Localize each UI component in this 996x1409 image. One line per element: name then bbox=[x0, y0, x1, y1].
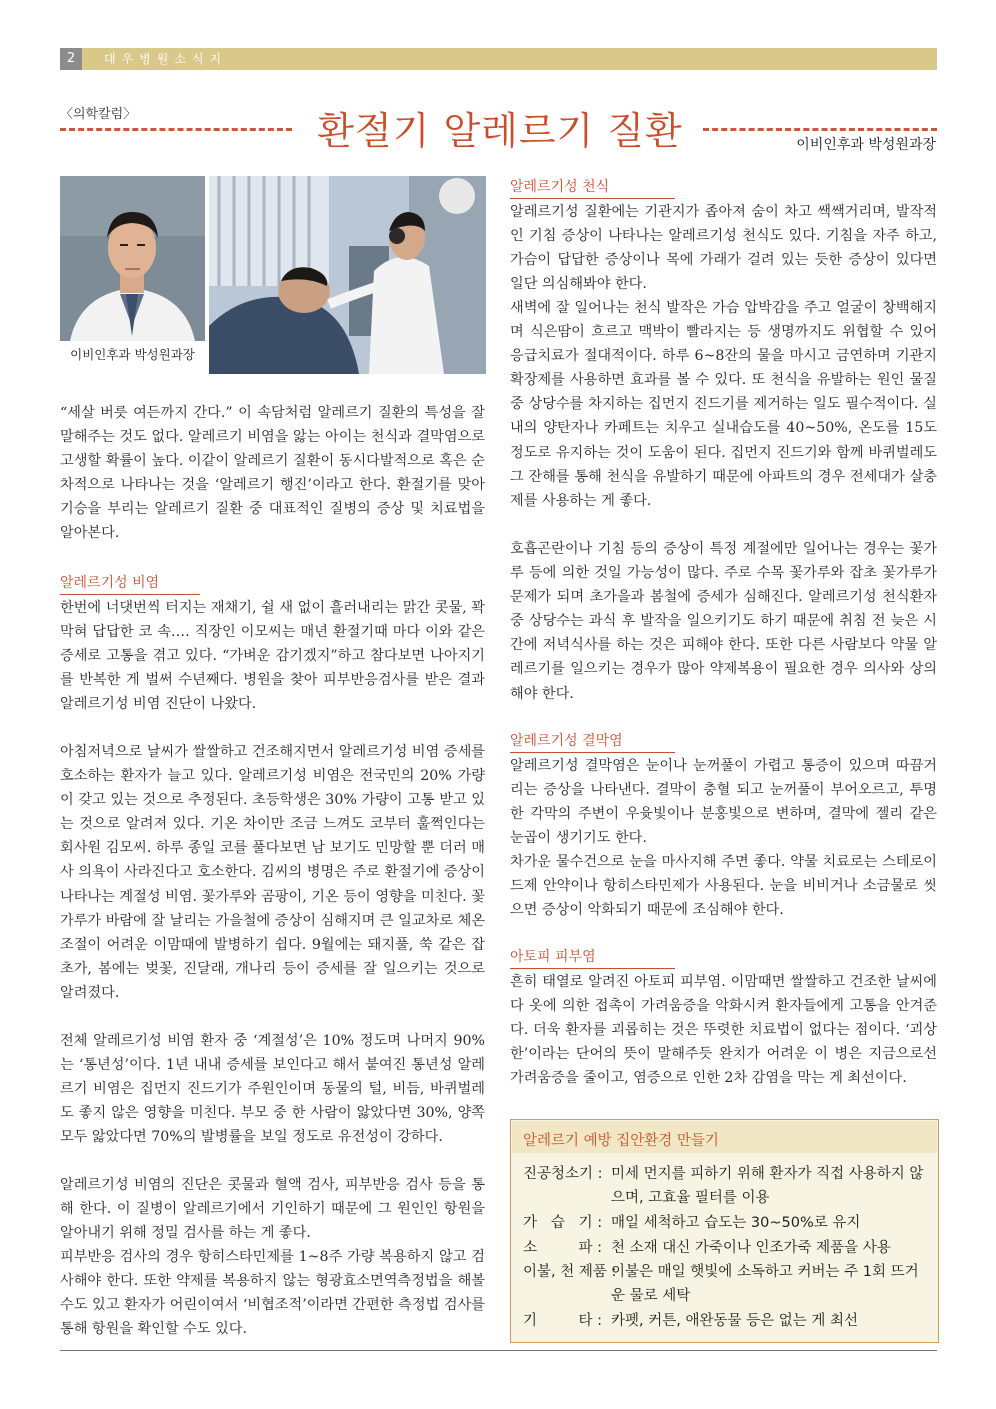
tip-key: 이불, 천 제품 : bbox=[523, 1264, 617, 1280]
tip-key: 진공청소기 : bbox=[523, 1166, 603, 1182]
heading-rhinitis: 알레르기성 비염 bbox=[60, 572, 200, 595]
page-number: 2 bbox=[60, 48, 82, 70]
tips-title: 알레르기 예방 집안환경 만들기 bbox=[523, 1133, 719, 1149]
tip-value: 미세 먼지를 피하기 위해 환자가 직접 사용하지 않으며, 고효율 필터를 이용 bbox=[611, 1166, 924, 1206]
heading-atopy: 아토피 피부염 bbox=[510, 946, 675, 969]
tip-value: 매일 세척하고 습도는 30~50%로 유지 bbox=[611, 1215, 861, 1231]
tip-row bbox=[523, 1162, 924, 1206]
magazine-name: 대우병원소식지 bbox=[104, 52, 228, 66]
rhinitis-paragraph-1: 한번에 너댓번씩 터지는 재채기, 쉴 새 없이 흘러내리는 맑간 콧물, 꽉 막혀 답답한 코 속…. 직장인 이모씨는 매년 환절기때 마다 이와 같은 증세로 고통을 겪고 있다. “가벼운 감기겠지”하고 참다보면 나아지기를 반복한 게 벌써 수년째다. 병원을 찾아 피부반응검사를 받은 결과 알레르기성 비염 진단이 나왔다. bbox=[60, 600, 485, 713]
atopy-paragraph-1: 흔히 태열로 알려진 아토피 피부염. 이맘때면 쌀쌀하고 건조한 날씨에다 옷에 의한 접촉이 가려움증을 악화시켜 환자들에게 고통을 안겨준다. 더욱 환자를 괴롭히는 것은 뚜렷한 치료법이 없다는 점이다. ‘괴상한’이라는 단어의 뜻이 말해주듯 완치가 어려운 이 병은 지금으로선 가려움증을 줄이고, 염증으로 인한 2차 감염을 막는 게 최선이다. bbox=[510, 974, 937, 1087]
heading-asthma: 알레르기성 천식 bbox=[510, 176, 675, 199]
column-tag: 〈의학칼럼〉 bbox=[60, 107, 137, 122]
tips-box bbox=[510, 1119, 939, 1343]
tip-key: 기 타 : bbox=[523, 1313, 602, 1329]
footer-rule bbox=[60, 1350, 937, 1351]
heading-conjunctivitis: 알레르기성 결막염 bbox=[510, 730, 675, 753]
intro-paragraph: “세살 버릇 여든까지 간다.” 이 속담처럼 알레르기 질환의 특성을 잘 말해주는 것도 없다. 알레르기 비염을 앓는 아이는 천식과 결막염으로 고생할 확률이 높다. 이같이 알레르기 질환이 동시다발적으로 혹은 순차적으로 나타나는 것을 ‘알레르기 행진’이라고 한다. 환절기를 맞아 기승을 부리는 알레르기 질환 중 대표적인 질병의 증상 및 치료법을 알아본다. bbox=[60, 405, 485, 542]
title-rule-left bbox=[60, 128, 292, 131]
article-title: 환절기 알레르기 질환 bbox=[317, 109, 683, 153]
tip-row bbox=[523, 1309, 858, 1333]
rhinitis-paragraph-4: 알레르기성 비염의 진단은 콧물과 혈액 검사, 피부반응 검사 등을 통해 한다. 이 질병이 알레르기에서 기인하기 때문에 그 원인인 항원을 알아내기 위해 정밀 검사를 하는 게 좋다. bbox=[60, 1177, 485, 1242]
title-rule-right bbox=[703, 128, 937, 131]
article-byline: 이비인후과 박성원과장 bbox=[796, 137, 936, 153]
doctor-portrait-photo bbox=[60, 176, 205, 341]
tip-value: 카펫, 커튼, 애완동물 등은 없는 게 최선 bbox=[611, 1313, 858, 1329]
tip-value: 천 소재 대신 가죽이나 인조가죽 제품을 사용 bbox=[611, 1240, 891, 1256]
asthma-paragraph-1: 알레르기성 질환에는 기관지가 좁아져 숨이 차고 쌕쌕거리며, 발작적인 기침 증상이 나타나는 알레르기성 천식도 있다. 기침을 자주 하고, 가슴이 답답한 증상이나 목에 가래가 걸려 있는 듯한 증상이 있다면 일단 의심해봐야 한다. bbox=[510, 204, 937, 293]
rhinitis-paragraph-5: 피부반응 검사의 경우 항히스타민제를 1~8주 가량 복용하지 않고 검사해야 한다. 또한 약제를 복용하지 않는 형광효소면역측정법을 해볼 수도 있고 환자가 어린이여서 ‘비협조적’이라면 간편한 측정법 검사를 통해 항원을 확인할 수도 있다. bbox=[60, 1249, 485, 1338]
tip-value: 이불은 매일 햇빛에 소독하고 커버는 주 1회 뜨거운 물로 세탁 bbox=[611, 1264, 919, 1304]
photo-caption: 이비인후과 박성원과장 bbox=[70, 347, 195, 362]
tip-row bbox=[523, 1211, 861, 1235]
asthma-paragraph-3: 호흡곤란이나 기침 등의 증상이 특정 계절에만 일어나는 경우는 꽃가루 등에 의한 것일 가능성이 많다. 주로 수목 꽃가루와 잡초 꽃가루가 문제가 되며 초가을과 봄철에 증세가 심해진다. 알레르기성 천식환자 중 상당수는 과식 후 발작을 일으키기도 하기 때문에 취침 전 늦은 시간에 저녁식사를 하는 것은 피해야 한다. 또한 다른 사람보다 약물 알레르기를 일으키는 경우가 많아 약제복용이 필요한 경우 의사와 상의해야 한다. bbox=[510, 541, 937, 702]
tip-key: 소 파 : bbox=[523, 1240, 602, 1256]
tip-row bbox=[523, 1236, 891, 1260]
rhinitis-paragraph-3: 전체 알레르기성 비염 환자 중 ‘계절성’은 10% 정도며 나머지 90%는 ‘통년성’이다. 1년 내내 증세를 보인다고 해서 붙여진 통년성 알레르기 비염은 집먼지 진드기가 주원인이며 동물의 털, 비듬, 바퀴벌레도 좋지 않은 영향을 미친다. 부모 중 한 사람이 앓았다면 30%, 양쪽 모두 앓았다면 70%의 발병률을 보일 정도로 유전성이 강하다. bbox=[60, 1033, 485, 1146]
tip-row bbox=[523, 1260, 919, 1304]
header-bar bbox=[60, 48, 937, 70]
conjunctivitis-paragraph-2: 차가운 물수건으로 눈을 마사지해 주면 좋다. 약물 치료로는 스테로이드제 안약이나 항히스타민제가 사용된다. 눈을 비비거나 소금물로 씻으면 증상이 악화되기 때문에 조심해야 한다. bbox=[510, 854, 937, 919]
examination-photo bbox=[209, 176, 486, 374]
rhinitis-paragraph-2: 아침저녁으로 날씨가 쌀쌀하고 건조해지면서 알레르기성 비염 증세를 호소하는 환자가 늘고 있다. 알레르기성 비염은 전국민의 20% 가량이 갖고 있는 것으로 추정된다. 초등학생은 30% 가량이 고통 받고 있는 것으로 알려져 있다. 기온 차이만 조금 느껴도 코부터 훌쩍인다는 회사원 김모씨. 하루 종일 코를 풀다보면 남 보기도 민망할 뿐 더러 매사 의욕이 사라진다고 호소한다. 김씨의 병명은 주로 환절기에 증상이 나타나는 계절성 비염. 꽃가루와 곰팡이, 기온 등이 영향을 미친다. 꽃가루가 바람에 잘 날리는 가을철에 증상이 심해지며 큰 일교차로 체온조절이 어려운 이맘때에 발병하기 쉽다. 9월에는 돼지풀, 쑥 같은 잡초가, 봄에는 벚꽃, 진달래, 개나리 등이 증세를 잘 일으키는 것으로 알려졌다. bbox=[60, 744, 485, 1001]
conjunctivitis-paragraph-1: 알레르기성 결막염은 눈이나 눈꺼풀이 가렵고 통증이 있으며 따끔거리는 증상을 나타낸다. 결막이 충혈 되고 눈꺼풀이 부어오르고, 투명한 각막의 주변이 우윳빛이나 분홍빛으로 변하며, 결막에 젤리 같은 눈곱이 생기기도 한다. bbox=[510, 758, 937, 847]
asthma-paragraph-2: 새벽에 잘 일어나는 천식 발작은 가슴 압박감을 주고 얼굴이 창백해지며 식은땀이 흐르고 맥박이 빨라지는 등 생명까지도 위협할 수 있어 응급치료가 절대적이다. 하루 6~8잔의 물을 마시고 금연하며 기관지 확장제를 사용하면 효과를 볼 수 있다. 또 천식을 유발하는 원인 물질 중 상당수를 차지하는 집먼지 진드기를 제거하는 일도 필수적이다. 실내의 양탄자나 카페트는 치우고 실내습도를 40~50%, 온도를 15도 정도로 유지하는 것이 도움이 된다. 집먼지 진드기와 함께 바퀴벌레도 그 잔해를 통해 천식을 유발하기 때문에 아파트의 경우 전세대가 살충제를 사용하는 게 좋다. bbox=[510, 300, 937, 509]
tip-key: 가 습 기 : bbox=[523, 1215, 603, 1231]
